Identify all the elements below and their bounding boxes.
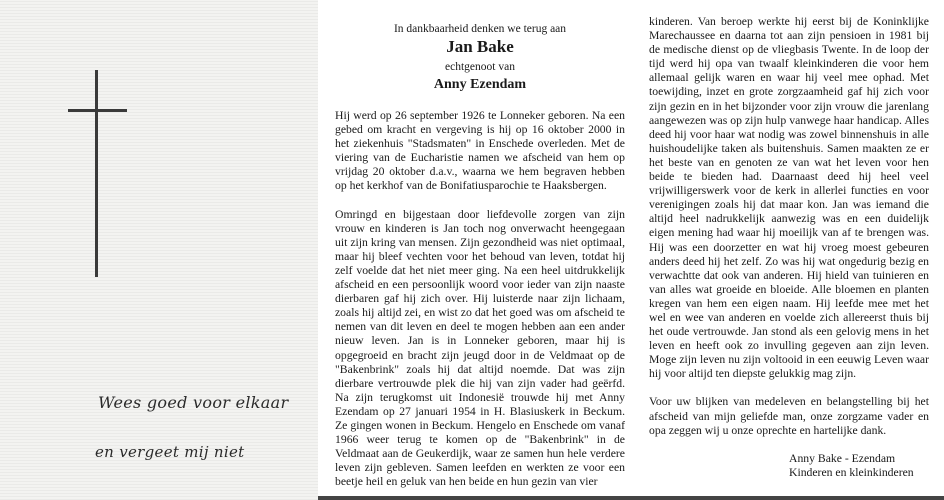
deceased-name: Jan Bake xyxy=(446,37,514,56)
verse-line-1: Wees goed voor elkaar xyxy=(98,393,289,412)
cross-icon xyxy=(95,70,98,277)
paragraph-life-dates: Hij werd op 26 september 1926 te Lonneker geboren. Na een gebed om kracht en vergeving is hij op 16 oktober 2000 in het ziekenhuis "Stadsmaten" in Enschede overleden. Met de viering van de Eucharistie namen we afscheid van hem op vrijdag 20 oktober d.a.v., waarna we hem begraven hebben op het kerkhof van de Bonifatiusparochie te Haaksbergen. xyxy=(335,109,625,193)
paragraph-biography: Omringd en bijgestaan door liefdevolle zorgen van zijn vrouw en kinderen is Jan toch nog onverwacht heengegaan uit zijn kring van mensen. Zijn gezondheid was niet optimaal, maar hij bleef vechten voor het behoud van leven, totdat hij zelf voelde dat het niet meer ging. Na een heel uitdrukkelijk afscheid en een persoonlijk woord voor ieder van zijn naaste dierbaren gaf hij zich over. Hij luisterde naar zijn lichaam, zoals hij altijd zei, en wist zo dat het goed was om afscheid te nemen van dit leven en deel te mogen hebben aan een ander nieuw leven. Jan is in Lonneker geboren, maar hij is opgegroeid en bracht zijn jeugd door in de Veldmaat op de "Bakenbrink" zoals hij dat altijd noemde. Dat was zijn dierbare vertrouwde plek die hij van zijn vader had geërfd. Na zijn terugkomst uit Indonesië trouwde hij met Anny Ezendam op 27 januari 1954 in H. Blasiuskerk in Beckum. Ze gingen wonen in Beckum. Hengelo en Enschede om vanaf 1966 weer terug te komen op de "Bakenbrink" in de Veldmaat aan de Geukerdijk, waar ze samen hun hele verdere leven zijn gebleven. Samen leefden en werkten ze voor een beetje heil en geluk van hen beide en hun gezin van vier xyxy=(335,207,625,489)
signature xyxy=(789,452,929,481)
signature-line-2: Kinderen en kleinkinderen xyxy=(789,466,914,480)
intro-line: In dankbaarheid denken we terug aan xyxy=(393,23,567,35)
card-right-panel xyxy=(649,0,929,481)
verse-line-2: en vergeet mij niet xyxy=(95,443,245,461)
paragraph-thanks: Voor uw blijken van medeleven en belangstelling bij het afscheid van mijn geliefde man, onze zorgzame vader en opa zeggen wij u onze oprechte en hartelijke dank. xyxy=(649,395,929,437)
spouse-label: echtgenoot van xyxy=(445,61,515,73)
card-front-panel xyxy=(0,0,318,500)
bottom-edge-divider xyxy=(318,496,944,500)
card-middle-panel xyxy=(335,0,625,489)
cross-icon-crossbar xyxy=(68,109,127,112)
paragraph-biography-continued: kinderen. Van beroep werkte hij eerst bij de Koninklijke Marechaussee en daarna tot aan zijn pensioen in 1981 bij de medische dienst op de vliegbasis Twente. In de loop der tijd werd hij opa van twaalf kleinkinderen die voor hem allemaal gelijk waren en waar hij veel mee ophad. Met toewijding, inzet en grote zorgzaamheid gaf hij zich voor zijn gezin en in het bijzonder voor zijn vrouw die jarenlang aangewezen was op zijn hulp vanwege haar handicap. Alles deed hij voor haar wat nodig was zowel binnenshuis in alle huishoudelijke taken als buitenshuis. Samen maakten ze er het beste van en genoten ze van wat het leven voor hen beide te bieden had. Daarnaast deed hij heel veel vrijwilligerswerk voor de kerk in allerlei functies en voor verenigingen zoals hij dat maar kon. Jan was iemand die altijd heel nadrukkelijk aanwezig was en een duidelijk eigen mening had waar hij moeilijk van af te brengen was. Hij was een doorzetter en wat hij vroeg moest gebeuren anders deed hij het zelf. Zo was hij wat ongedurig bezig en verwachtte dat ook van anderen. Hij hield van tuinieren en van alles wat groeide en bloeide. Alle bloemen en planten kregen van hem een eigen naam. Hij leefde mee met het wel en wee van anderen en voelde zich allereerst thuis bij het oude vertrouwde. Jan stond als een gelovig mens in het leven en heeft ook zo invulling gegeven aan zijn leven. Moge zijn leven nu zijn voltooid in een eeuwig Leven waar hij voor altijd ten diepste gelukkig mag zijn. xyxy=(649,15,929,381)
signature-line-1: Anny Bake - Ezendam xyxy=(789,451,896,465)
spouse-name: Anny Ezendam xyxy=(433,77,527,92)
